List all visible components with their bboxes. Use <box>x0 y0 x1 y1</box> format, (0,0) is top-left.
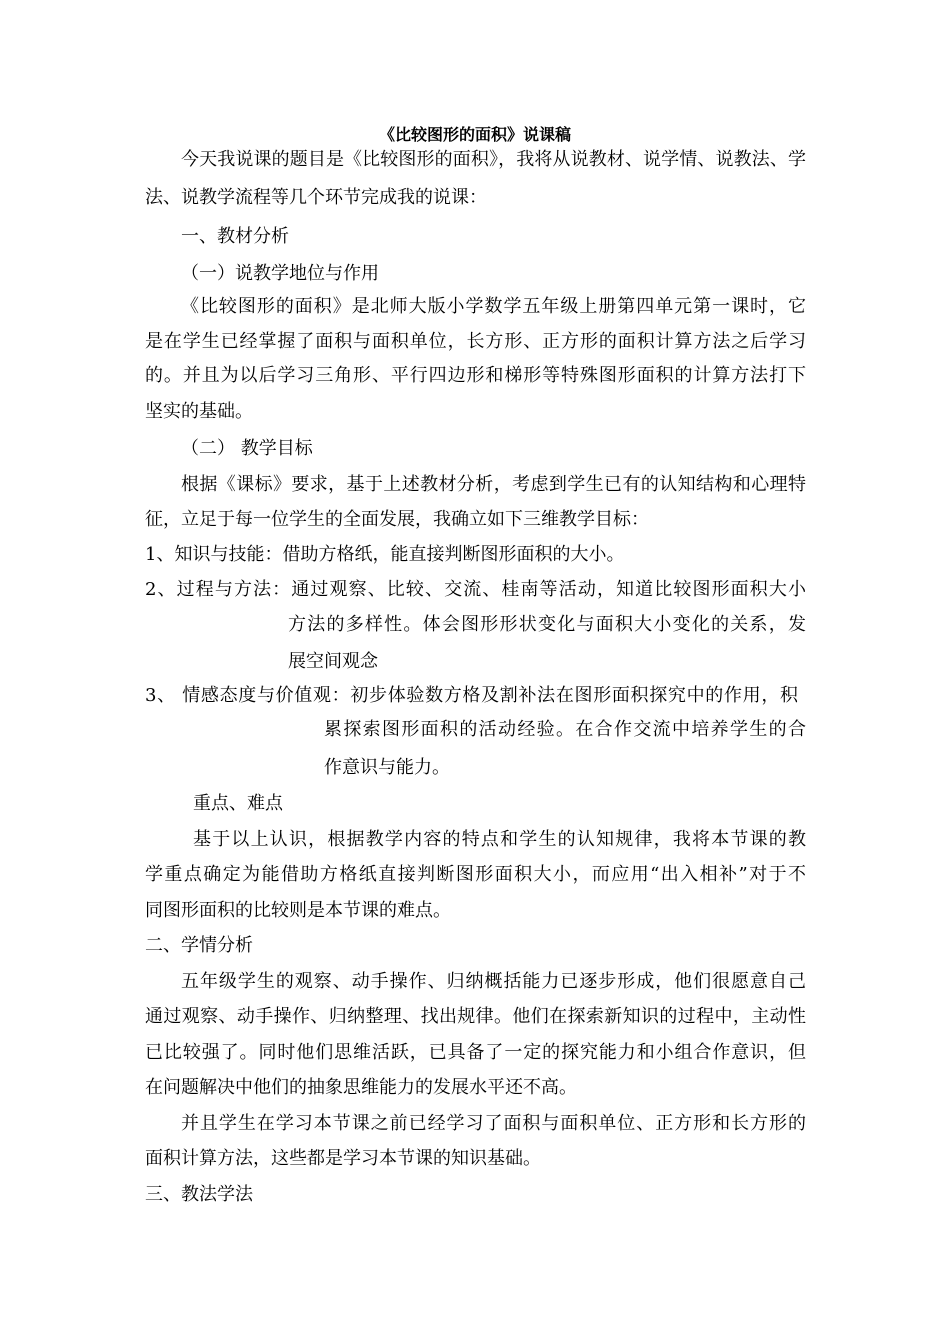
paragraph-line: 已比较强了。同时他们思维活跃，已具备了一定的探究能力和小组合作意识，但 <box>145 1042 806 1063</box>
paragraph-line: 是在学生已经掌握了面积与面积单位，长方形、正方形的面积计算方法之后学习 <box>145 331 806 352</box>
paragraph-line: 学重点确定为能借助方格纸直接判断图形面积大小，而应用“出入相补”对于不 <box>145 864 806 885</box>
subsection-heading-3: 重点、难点 <box>193 793 283 814</box>
paragraph-line: 同图形面积的比较则是本节课的难点。 <box>145 900 451 921</box>
goal-item-2-cont: 展空间观念 <box>288 651 378 672</box>
paragraph-line: 征，立足于每一位学生的全面发展，我确立如下三维教学目标： <box>145 509 649 530</box>
paragraph-line: 面积计算方法，这些都是学习本节课的知识基础。 <box>145 1148 541 1169</box>
paragraph-line: 并且学生在学习本节课之前已经学习了面积与面积单位、正方形和长方形的 <box>181 1113 806 1134</box>
section-heading-2: 二、学情分析 <box>145 935 253 956</box>
paragraph-line: 坚实的基础。 <box>145 401 253 422</box>
subsection-heading-2: （二） 教学目标 <box>181 438 313 459</box>
paragraph-line: 五年级学生的观察、动手操作、归纳概括能力已逐步形成，他们很愿意自己 <box>181 971 806 992</box>
document-title: 《比较图形的面积》说课稿 <box>378 125 571 144</box>
paragraph-line: 的。并且为以后学习三角形、平行四边形和梯形等特殊图形面积的计算方法打下 <box>145 365 806 386</box>
section-heading-1: 一、教材分析 <box>181 226 289 247</box>
subsection-heading-1: （一）说教学地位与作用 <box>181 263 379 284</box>
goal-item-3: 3、 情感态度与价值观：初步体验数方格及割补法在图形面积探究中的作用，积 <box>145 685 798 706</box>
paragraph-line: 通过观察、动手操作、归纳整理、找出规律。他们在探索新知识的过程中，主动性 <box>145 1006 806 1027</box>
paragraph-line: 在问题解决中他们的抽象思维能力的发展水平还不高。 <box>145 1077 577 1098</box>
goal-item-2-cont: 方法的多样性。体会图形形状变化与面积大小变化的关系，发 <box>288 614 806 635</box>
paragraph-line: 《比较图形的面积》是北师大版小学数学五年级上册第四单元第一课时，它 <box>181 296 806 317</box>
goal-item-2: 2、过程与方法：通过观察、比较、交流、桂南等活动，知道比较图形面积大小 <box>145 579 806 600</box>
paragraph-line: 根据《课标》要求，基于上述教材分析，考虑到学生已有的认知结构和心理特 <box>181 474 806 495</box>
goal-item-1: 1、知识与技能：借助方格纸，能直接判断图形面积的大小。 <box>145 544 625 565</box>
intro-line-1: 今天我说课的题目是《比较图形的面积》，我将从说教材、说学情、说教法、学 <box>181 149 806 170</box>
intro-line-2: 法、说教学流程等几个环节完成我的说课： <box>145 187 487 208</box>
section-heading-3: 三、教法学法 <box>145 1184 253 1205</box>
goal-item-3-cont: 作意识与能力。 <box>324 757 450 778</box>
paragraph-line: 基于以上认识，根据教学内容的特点和学生的认知规律，我将本节课的教 <box>193 829 806 850</box>
goal-item-3-cont: 累探索图形面积的活动经验。在合作交流中培养学生的合 <box>324 719 806 740</box>
